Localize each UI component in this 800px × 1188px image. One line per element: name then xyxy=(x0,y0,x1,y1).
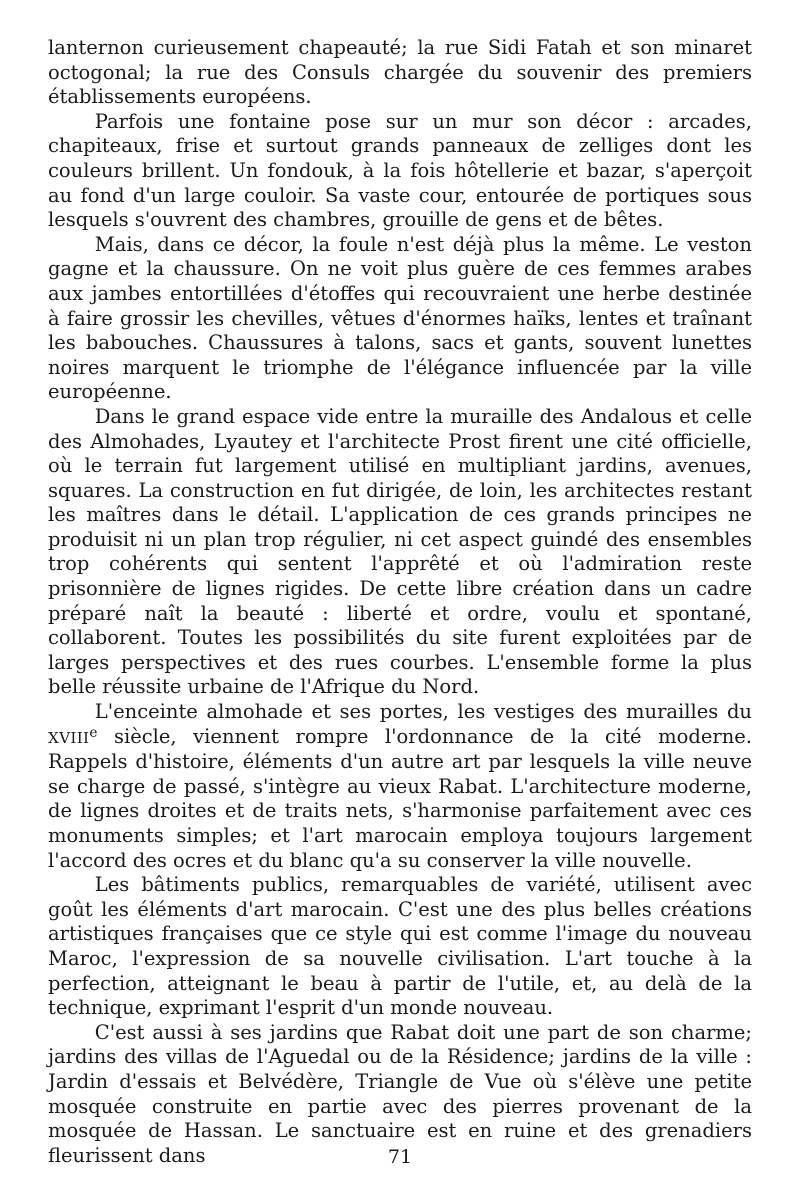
paragraph-2: Parfois une fontaine pose sur un mur son décor : arcades, chapiteaux, frise et surtout grands panneaux de zelliges dont les couleurs brillent. Un fondouk, à la fois hôtellerie et bazar, s'aperçoit au fond d'un large couloir. Sa vaste cour, entourée de portiques sous lesquels s'ouvrent des chambres, grouille de gens et de bêtes. xyxy=(48,109,752,232)
century-superscript: e xyxy=(89,724,98,741)
paragraph-5 xyxy=(48,700,752,873)
paragraph-1: lanternon curieusement chapeauté; la rue Sidi Fatah et son minaret octogonal; la rue des Consuls chargée du souvenir des premiers établissements européens. xyxy=(48,36,752,109)
paragraph-7: C'est aussi à ses jardins que Rabat doit une part de son charme; jardins des villas de l'Aguedal ou de la Résidence; jardins de la ville : Jardin d'essais et Belvédère, Triangle de Vue où s'élève une petite mosquée construite en partie avec des pierres provenant de la mosquée de Hassan. Le sanctuaire est en ruine et des grenadiers fleurissent dans xyxy=(48,1020,752,1167)
page-number: 71 xyxy=(387,1146,413,1168)
body-text xyxy=(48,36,752,1168)
century-numeral: XVIII xyxy=(48,728,90,747)
paragraph-5-start: L'enceinte almohade et ses portes, les vestiges des murailles du xyxy=(94,700,752,724)
paragraph-5-rest: siècle, viennent rompre l'ordonnance de la cité moderne. Rappels d'histoire, éléments d'un autre art par lesquels la ville neuve se charge de passé, s'intègre au vieux Rabat. L'architecture moderne, de lignes droites et de traits nets, s'harmonise parfaitement avec ces monuments simples; et l'art marocain employa toujours largement l'accord des ocres et du blanc qu'a su conserver la ville nouvelle. xyxy=(48,724,752,872)
paragraph-6: Les bâtiments publics, remarquables de variété, utilisent avec goût les éléments d'art marocain. C'est une des plus belles créations artistiques françaises que ce style qui est comme l'image du nouveau Maroc, l'expression de sa nouvelle civilisation. L'art touche à la perfection, atteignant le beau à partir de l'utile, et, au delà de la technique, exprimant l'esprit d'un monde nouveau. xyxy=(48,873,752,1020)
paragraph-4: Dans le grand espace vide entre la muraille des Andalous et celle des Almohades, Lyautey et l'architecte Prost firent une cité officielle, où le terrain fut largement utilisé en multipliant jardins, avenues, squares. La construction en fut dirigée, de loin, les architectes restant les maîtres dans le détail. L'application de ces grands principes ne produisit ni un plan trop régulier, ni cet aspect guindé des ensembles trop cohérents qui sentent l'apprêté et où l'admiration reste prisonnière de lignes rigides. De cette libre création dans un cadre préparé naît la beauté : liberté et ordre, voulu et spontané, collaborent. Toutes les possibilités du site furent exploitées par de larges perspectives et des rues courbes. L'ensemble forme la plus belle réussite urbaine de l'Afrique du Nord. xyxy=(48,404,752,699)
paragraph-3: Mais, dans ce décor, la foule n'est déjà plus la même. Le veston gagne et la chaussure. On ne voit plus guère de ces femmes arabes aux jambes entortillées d'étoffes qui recouvraient une herbe destinée à faire grossir les chevilles, vêtues d'énormes haïks, lentes et traînant les babouches. Chaussures à talons, sacs et gants, souvent lunettes noires marquent le triomphe de l'élégance influencée par la ville européenne. xyxy=(48,232,752,404)
